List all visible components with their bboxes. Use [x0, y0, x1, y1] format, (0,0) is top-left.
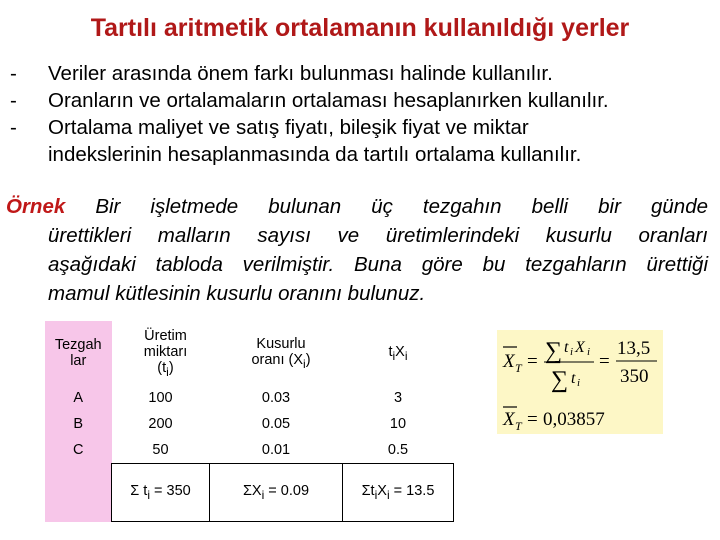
- sum-tx: [343, 464, 454, 522]
- header-text: lar: [70, 353, 87, 369]
- example-line: ürettikleri malların sayısı ve üretimlerindeki kusurlu oranları: [48, 224, 708, 247]
- value-num: 13,5: [617, 338, 651, 359]
- subscript: i: [374, 487, 378, 502]
- header-text: Üretim: [144, 327, 187, 344]
- bullet-item: [6, 87, 714, 114]
- header-text: X: [395, 343, 405, 360]
- formula-result: 0,03857: [543, 409, 605, 430]
- subscript: i: [392, 348, 396, 363]
- example-line: mamul kütlesinin kusurlu oranını bulunuz.: [48, 282, 426, 305]
- sigma-den: ∑: [551, 367, 569, 393]
- cell-x: 0.05: [261, 416, 291, 432]
- den-i: i: [577, 377, 581, 389]
- cell-t: 200: [148, 416, 173, 432]
- formula-sub-2: T: [515, 419, 522, 433]
- value-den: 350: [620, 366, 649, 387]
- header-text: ): [168, 359, 174, 376]
- sum-text: = 13.5: [389, 483, 435, 500]
- cell-tx: 0.5: [387, 442, 409, 458]
- formula-eq: =: [527, 351, 538, 372]
- header-text: Tezgah: [54, 337, 102, 353]
- formula-x-2: X: [503, 409, 515, 430]
- cell-name: A: [45, 385, 112, 411]
- data-table: [45, 321, 454, 522]
- table-sum-row: [45, 464, 454, 522]
- bullet-text: Ortalama maliyet ve satış fiyatı, bileşik fiyat ve miktar: [48, 116, 529, 139]
- sum-text: Σ t: [130, 483, 148, 500]
- bullet-dash: -: [10, 62, 17, 85]
- example-paragraph: [6, 192, 708, 308]
- header-uretim-miktari: [112, 321, 210, 385]
- table-row: [45, 411, 454, 437]
- header-text: ): [305, 351, 311, 368]
- bullet-dash: -: [10, 116, 17, 139]
- example-line: aşağıdaki tabloda verilmiştir. Buna göre bu tezgahların ürettiği: [48, 253, 708, 276]
- subscript: i: [303, 356, 306, 371]
- bullet-list: [6, 60, 714, 168]
- num-t: t: [564, 339, 569, 356]
- bullet-text: Oranların ve ortalamaların ortalaması hesaplanırken kullanılır.: [48, 89, 609, 112]
- example-text: Bir işletmede bulunan üç tezgahın belli bir günde: [95, 195, 708, 218]
- num-i2: i: [587, 346, 591, 358]
- header-text: miktarı: [143, 343, 188, 360]
- bullet-dash: -: [10, 89, 17, 112]
- sum-text: = 350: [150, 483, 191, 500]
- sum-text: X: [377, 483, 387, 500]
- subscript: i: [147, 487, 150, 502]
- sum-text: Σt: [361, 483, 375, 500]
- header-text: oranı (X: [251, 351, 304, 368]
- sum-text: ΣX: [242, 483, 262, 500]
- weighted-mean-formula: [497, 330, 663, 434]
- cell-tx: 3: [393, 390, 403, 406]
- cell-t: 50: [152, 442, 169, 458]
- subscript: i: [166, 364, 169, 379]
- header-tixi: [343, 321, 454, 385]
- sum-text: = 0.09: [264, 483, 310, 500]
- formula-box: [497, 330, 663, 434]
- cell-x: 0.01: [261, 442, 291, 458]
- header-text: t: [388, 343, 393, 360]
- subscript: i: [386, 487, 390, 502]
- den-t: t: [571, 370, 576, 387]
- slide-title: Tartılı aritmetik ortalamanın kullanıldığı yerler: [90, 14, 630, 42]
- subscript: i: [404, 348, 408, 363]
- cell-name: B: [45, 411, 112, 437]
- formula-x: X: [503, 351, 515, 372]
- header-text: (t: [157, 359, 167, 376]
- table-row: [45, 385, 454, 411]
- example-line: [6, 192, 708, 221]
- bullet-text-continued: indekslerinin hesaplanmasında da tartılı ortalama kullanılır.: [48, 143, 582, 166]
- sum-x: [210, 464, 343, 522]
- bullet-item: [6, 60, 714, 87]
- cell-tx: 10: [389, 416, 407, 432]
- subscript: i: [261, 487, 265, 502]
- header-kusurlu-orani: [210, 321, 343, 385]
- cell-t: 100: [148, 390, 173, 406]
- bullet-text: Veriler arasında önem farkı bulunması halinde kullanılır.: [48, 62, 553, 85]
- sigma-num: ∑: [545, 338, 563, 364]
- table-header-row: [45, 321, 454, 385]
- sum-t: [112, 464, 210, 522]
- num-i: i: [570, 346, 574, 358]
- cell-x: 0.03: [261, 390, 291, 406]
- bullet-item: [6, 114, 714, 168]
- formula-sub: T: [515, 361, 522, 375]
- num-x: X: [575, 339, 585, 356]
- formula-eq3: =: [527, 409, 538, 430]
- table-row: [45, 437, 454, 464]
- formula-eq2: =: [599, 351, 610, 372]
- cell-name: C: [45, 437, 112, 464]
- example-label: Örnek: [6, 195, 66, 218]
- cell-empty: [45, 464, 112, 522]
- header-text: Kusurlu: [256, 335, 306, 352]
- header-tezgahlar: [45, 321, 112, 385]
